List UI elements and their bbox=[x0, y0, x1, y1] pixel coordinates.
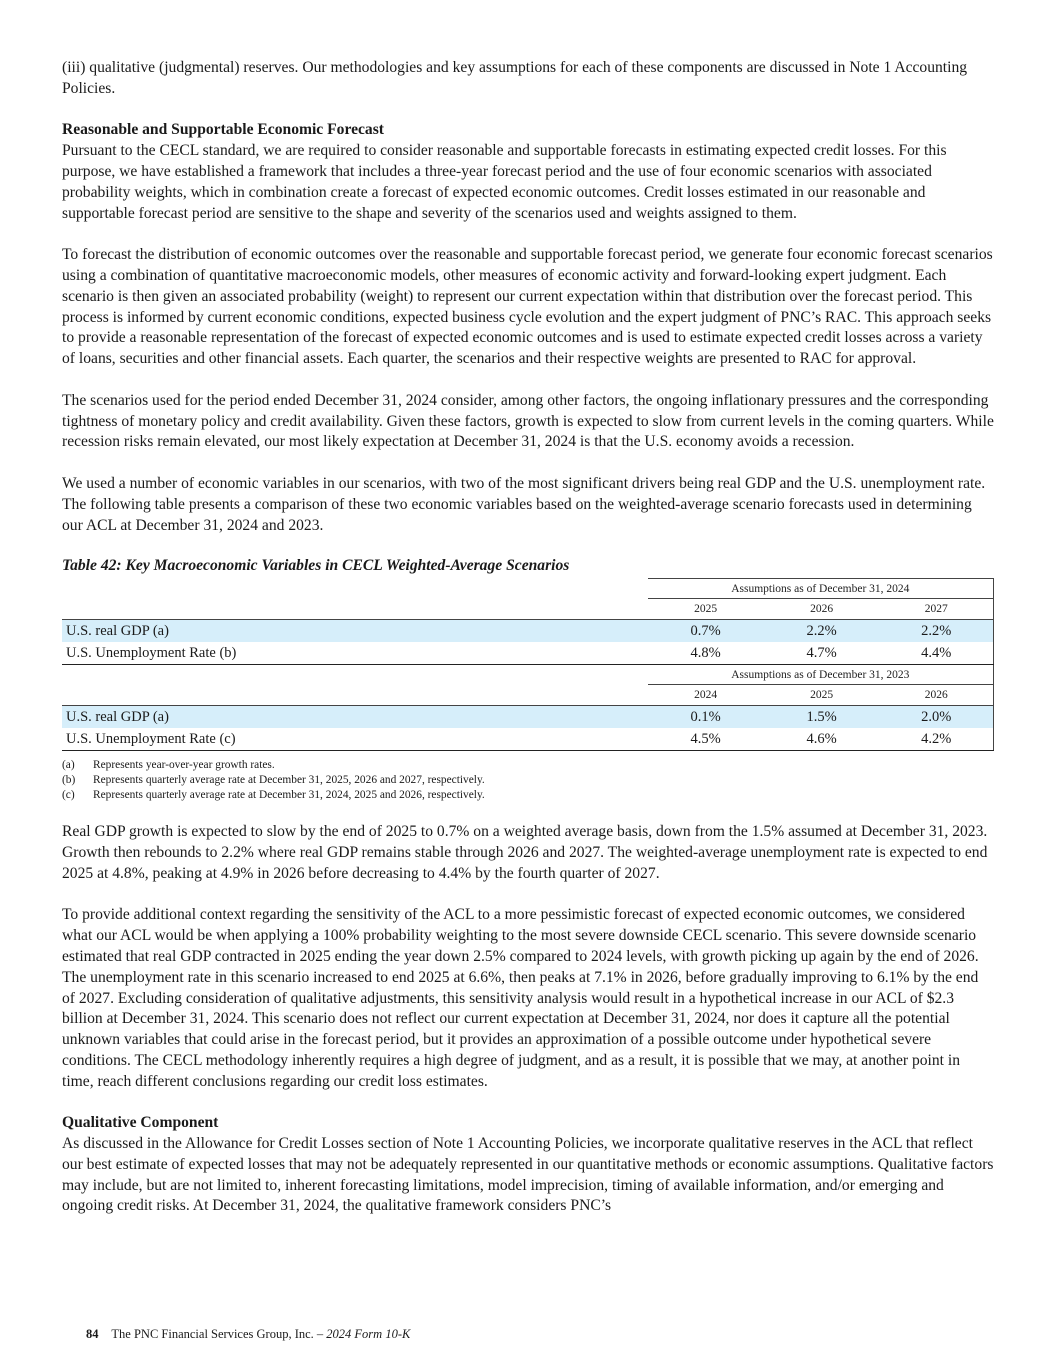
footnote-text: Represents year-over-year growth rates. bbox=[93, 759, 275, 772]
forecast-paragraph-3: The scenarios used for the period ended December 31, 2024 consider, among other factors, the ongoing inflationary pressures and the corresponding tightness of monetary policy and credit availability. Given these factors, growth is expected to slow from current levels in the coming quarters. While recession risks remain elevated, our most likely expectation at December 31, 2024 is that the U.S. economy avoids a recession. bbox=[62, 391, 994, 451]
intro-paragraph: (iii) qualitative (judgmental) reserves. Our methodologies and key assumptions for each of these components are discussed in Note 1 Accounting Policies. bbox=[62, 59, 968, 97]
footer-form: 2024 Form 10-K bbox=[326, 1327, 411, 1341]
cell-value: 0.1% bbox=[648, 706, 764, 729]
year-header: 2027 bbox=[880, 599, 994, 620]
cell-value: 4.7% bbox=[764, 642, 880, 665]
footnote-tag: (b) bbox=[62, 774, 76, 787]
cell-value: 4.6% bbox=[764, 728, 880, 751]
cell-value: 2.2% bbox=[764, 620, 880, 643]
cell-value: 2.0% bbox=[880, 706, 994, 729]
footnote-tag: (a) bbox=[62, 759, 75, 772]
footnote-text: Represents quarterly average rate at December 31, 2024, 2025 and 2026, respectively. bbox=[93, 789, 485, 802]
year-header: 2024 bbox=[694, 689, 718, 702]
sensitivity-paragraph: To provide additional context regarding the sensitivity of the ACL to a more pessimistic forecast of expected economic outcomes, we considered what our ACL would be when applying a 100% probability weighting to the most severe downside CECL scenario. This severe downside scenario estimated that real GDP contracted in 2025 ending the year down 2.5% compared to 2024 levels, with growth picking up again by the end of 2026. The unemployment rate in this scenario increased to end 2025 at 6.6%, then peaks at 7.1% in 2026, before gradually improving to 6.1% by the end of 2027. Excluding consideration of qualitative adjustments, this sensitivity analysis would result in a hypothetical increase in our ACL of $2.3 billion at December 31, 2024. This scenario does not reflect our current expectation at December 31, 2024, nor does it capture all the potential unknown variables that could arise in the forecast period, but it provides an approximation of a possible outcome under hypothetical severe conditions. The CECL methodology inherently requires a high degree of judgment, and as a result, it is possible that we may, at another point in time, reach different conclusions regarding our credit loss estimates. bbox=[62, 906, 979, 1090]
table-row bbox=[62, 642, 994, 665]
forecast-heading: Reasonable and Supportable Economic Forecast bbox=[62, 121, 384, 139]
gdp-outlook-paragraph: Real GDP growth is expected to slow by the end of 2025 to 0.7% on a weighted average basis, down from the 1.5% assumed at December 31, 2023. Growth then rebounds to 2.2% where real GDP remains stable through 2026 and 2027. The weighted-average unemployment rate is expected to end 2025 at 4.8%, peaking at 4.9% in 2026 before decreasing to 4.4% by the fourth quarter of 2027. bbox=[62, 823, 988, 882]
table-row bbox=[62, 620, 994, 643]
year-header: 2026 bbox=[880, 685, 994, 706]
cell-value: 4.2% bbox=[880, 728, 994, 751]
year-header: 2025 bbox=[810, 689, 834, 702]
cell-value: 2.2% bbox=[880, 620, 994, 643]
page-number: 84 bbox=[86, 1327, 99, 1341]
year-header: 2025 bbox=[694, 603, 718, 616]
row-label: U.S. Unemployment Rate (b) bbox=[62, 642, 648, 665]
row-label: U.S. Unemployment Rate (c) bbox=[62, 728, 648, 751]
table-header-2024: Assumptions as of December 31, 2024 bbox=[648, 579, 994, 599]
footnote-tag: (c) bbox=[62, 789, 75, 802]
footnote bbox=[62, 788, 994, 803]
row-label: U.S. real GDP (a) bbox=[62, 706, 648, 729]
forecast-paragraph-4: We used a number of economic variables in our scenarios, with two of the most significant drivers being real GDP and the U.S. unemployment rate. The following table presents a comparison of these two economic variables based on the weighted-average scenario forecasts used in determining our ACL at December 31, 2024 and 2023. bbox=[62, 474, 986, 534]
table-row bbox=[62, 728, 994, 751]
footer-company: The PNC Financial Services Group, Inc. – bbox=[111, 1327, 324, 1341]
macro-variables-table bbox=[62, 578, 994, 751]
cell-value: 4.5% bbox=[648, 728, 764, 751]
cell-value: 4.4% bbox=[880, 642, 994, 665]
year-header: 2026 bbox=[810, 603, 834, 616]
footnote-text: Represents quarterly average rate at December 31, 2025, 2026 and 2027, respectively. bbox=[93, 774, 485, 787]
footnote bbox=[62, 773, 994, 788]
cell-value: 4.8% bbox=[648, 642, 764, 665]
table-row bbox=[62, 706, 994, 729]
cell-value: 0.7% bbox=[648, 620, 764, 643]
cell-value: 1.5% bbox=[764, 706, 880, 729]
row-label: U.S. real GDP (a) bbox=[62, 620, 648, 643]
qualitative-heading: Qualitative Component bbox=[62, 1114, 219, 1132]
page-footer bbox=[86, 1327, 410, 1342]
forecast-paragraph-1: Pursuant to the CECL standard, we are required to consider reasonable and supportable forecasts in estimating expected credit losses. For this purpose, we have established a framework that includes a three-year forecast period and the use of four economic scenarios with associated probability weights, which in combination create a forecast of expected economic outcomes. Credit losses estimated in our reasonable and supportable forecast period are sensitive to the shape and severity of the scenarios used and weights assigned to them. bbox=[62, 142, 947, 222]
forecast-paragraph-2: To forecast the distribution of economic outcomes over the reasonable and supportable forecast period, we generate four economic forecast scenarios using a combination of quantitative macroeconomic models, other measures of economic activity and forward-looking expert judgment. Each scenario is then given an associated probability (weight) to represent our current expectation within that distribution over the forecast period. This process is informed by current economic conditions, expected business cycle evolution and the expert judgment of PNC’s RAC. This approach seeks to provide a reasonable representation of the forecast of expected economic outcomes and is used to estimate expected credit losses across a variety of loans, securities and other financial assets. Each quarter, the scenarios and their respective weights are presented to RAC for approval. bbox=[62, 246, 993, 368]
table-header-2023: Assumptions as of December 31, 2023 bbox=[648, 665, 994, 685]
qualitative-paragraph: As discussed in the Allowance for Credit Losses section of Note 1 Accounting Policies, we incorporate qualitative reserves in the ACL that reflect our best estimate of expected losses that may not be adequately represented in our quantitative methods or economic assumptions. Qualitative factors may include, but are not limited to, inherent forecasting limitations, model imprecision, timing of available information, and/or emerging and ongoing credit risks. At December 31, 2024, the qualitative framework considers PNC’s bbox=[62, 1135, 994, 1215]
document-page bbox=[62, 58, 994, 1217]
footnote bbox=[62, 758, 994, 773]
table-footnotes bbox=[62, 758, 994, 803]
table-title: Table 42: Key Macroeconomic Variables in CECL Weighted-Average Scenarios bbox=[62, 557, 570, 575]
